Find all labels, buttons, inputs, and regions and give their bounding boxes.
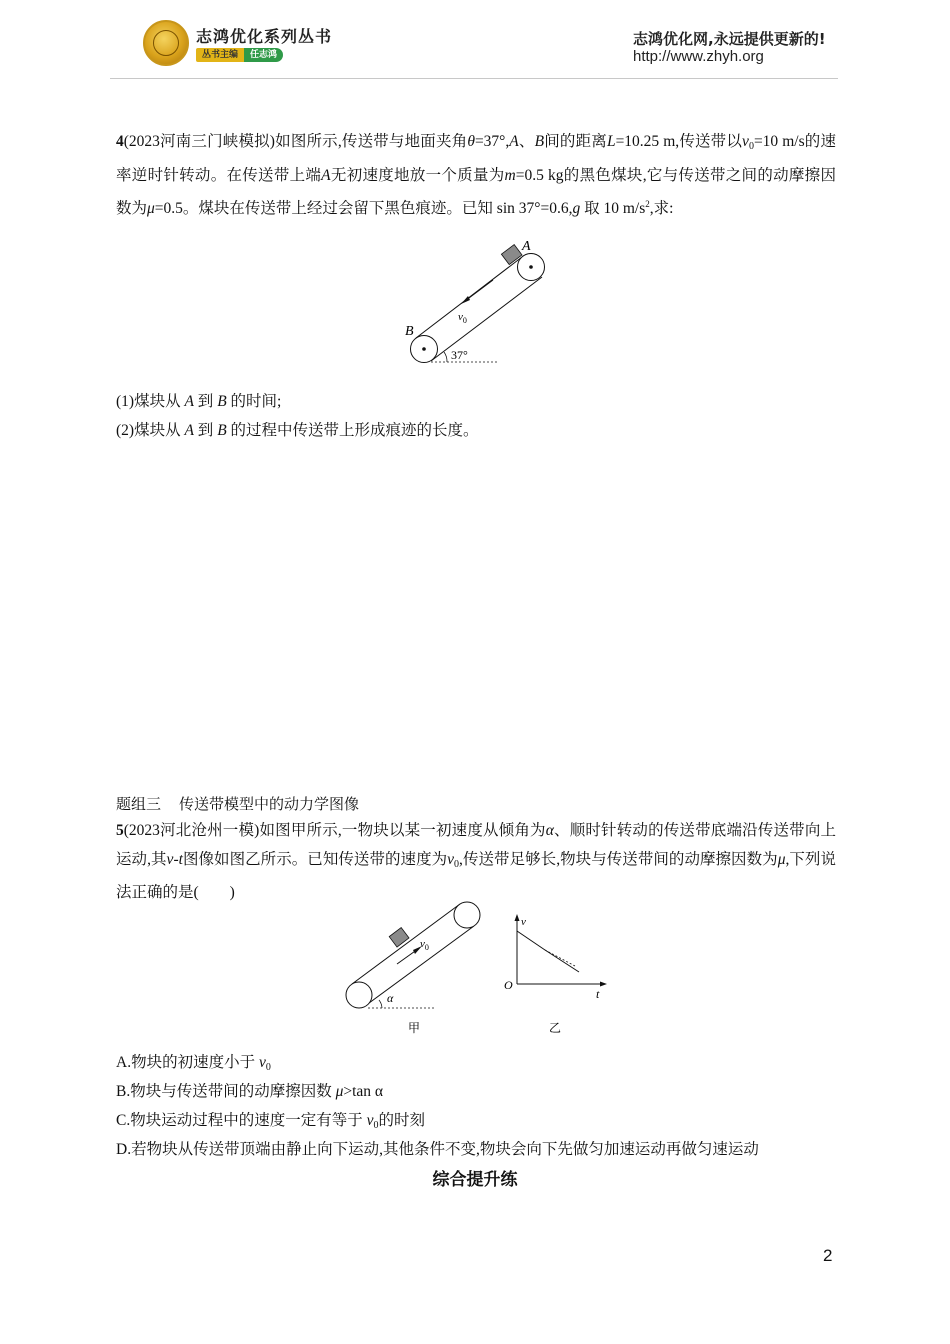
q5-number: 5 [116,822,124,839]
editor-label: 丛书主编 [196,48,244,62]
q4-label-b: B [405,324,414,339]
q5-belt [346,902,480,1008]
q5-source: (2023河北沧州一模) [123,822,260,839]
q4-angle-arc [444,352,447,362]
q4-label-a: A [522,239,531,254]
q5-velocity-arrow-icon [397,946,422,964]
q4-part-1: (1)煤块从 A 到 B 的时间; [116,393,282,410]
q5-figure-yi [495,910,615,1040]
q5-v0-label: $v_0$ [420,938,429,952]
q4-pulley-b-axle [422,347,426,351]
q4-part-2: (2)煤块从 A 到 B 的过程中传送带上形成痕迹的长度。 [116,422,479,439]
q4-v0-label: $v_0$ [458,311,467,325]
q5-vt-x-label: t [596,987,600,1001]
q4-angle-label: 37° [451,348,468,362]
header-url[interactable]: http://www.zhyh.org [633,48,764,65]
q4-source: (2023河南三门峡模拟) [123,133,275,150]
q5-option-c[interactable]: C.物块运动过程中的速度一定有等于 $v_0$的时刻 [116,1112,425,1131]
q5-angle-arc [379,1000,382,1008]
q4-pulley-a-axle [529,265,533,269]
q5-option-a[interactable]: A.物块的初速度小于 $v_0$ [116,1054,271,1073]
publisher-logo-icon [143,20,189,66]
q5-vt-y-label: v [521,916,526,928]
q5-stem: 5(2023河北沧州一模)如图甲所示,一物块以某一初速度从倾角为α、顺时针转动的传送带底端沿传送带向上运动,其v-t图像如图乙所示。已知传送带的速度为$v_0$,传送带足够长,物块与传送带间的动摩擦因数为μ,下列说法正确的是( ) [116,822,836,901]
q5-caption-jia: 甲 [408,1021,421,1035]
q4-belt [411,254,545,363]
page-number: 2 [823,1246,833,1265]
q5-option-b[interactable]: B.物块与传送带间的动摩擦因数 μ>tan α [116,1083,384,1100]
editor-badge [196,48,283,62]
q4-velocity-arrow-icon [461,280,493,304]
q5-vt-origin-label: O [504,978,513,992]
editor-name: 任志鸿 [244,48,283,62]
q5-vt-y-arrow-icon [515,914,520,921]
q5-vt-dashed-extension [545,950,575,966]
series-title: 志鸿优化系列丛书 [196,27,333,46]
q4-conveyor-figure [395,235,555,370]
q5-caption-yi: 乙 [549,1021,562,1035]
q5-alpha-label: α [387,991,394,1005]
q5-figure-jia [340,898,490,1040]
page-header [0,0,950,80]
q4-stem: 4(2023河南三门峡模拟)如图所示,传送带与地面夹角θ=37°,A、B间的距离L=10.25 m,传送带以$v_0=10$ m/s的速率逆时针转动。在传送带上端A无初速度地放一个质量为m=0.5 kg的黑色煤块,它与传送带之间的动摩擦因数为μ=0.5。煤块在传送带上经过会留下黑色痕迹。已知 sin 37°=0.6,g 取 10 $m/s^2$,求: [116,133,836,217]
section-heading: 题组三 传送带模型中的动力学图像 [116,795,360,813]
q5-vt-curve [517,931,579,972]
section-title-comprehensive: 综合提升练 [432,1170,518,1190]
header-divider [110,78,838,79]
q5-vt-x-arrow-icon [600,982,607,987]
header-slogan: 志鸿优化网,永远提供更新的! [633,30,826,48]
q4-number: 4 [116,133,124,150]
q5-option-d[interactable]: D.若物块从传送带顶端由静止向下运动,其他条件不变,物块会向下先做匀加速运动再做匀速运动 [116,1141,759,1158]
